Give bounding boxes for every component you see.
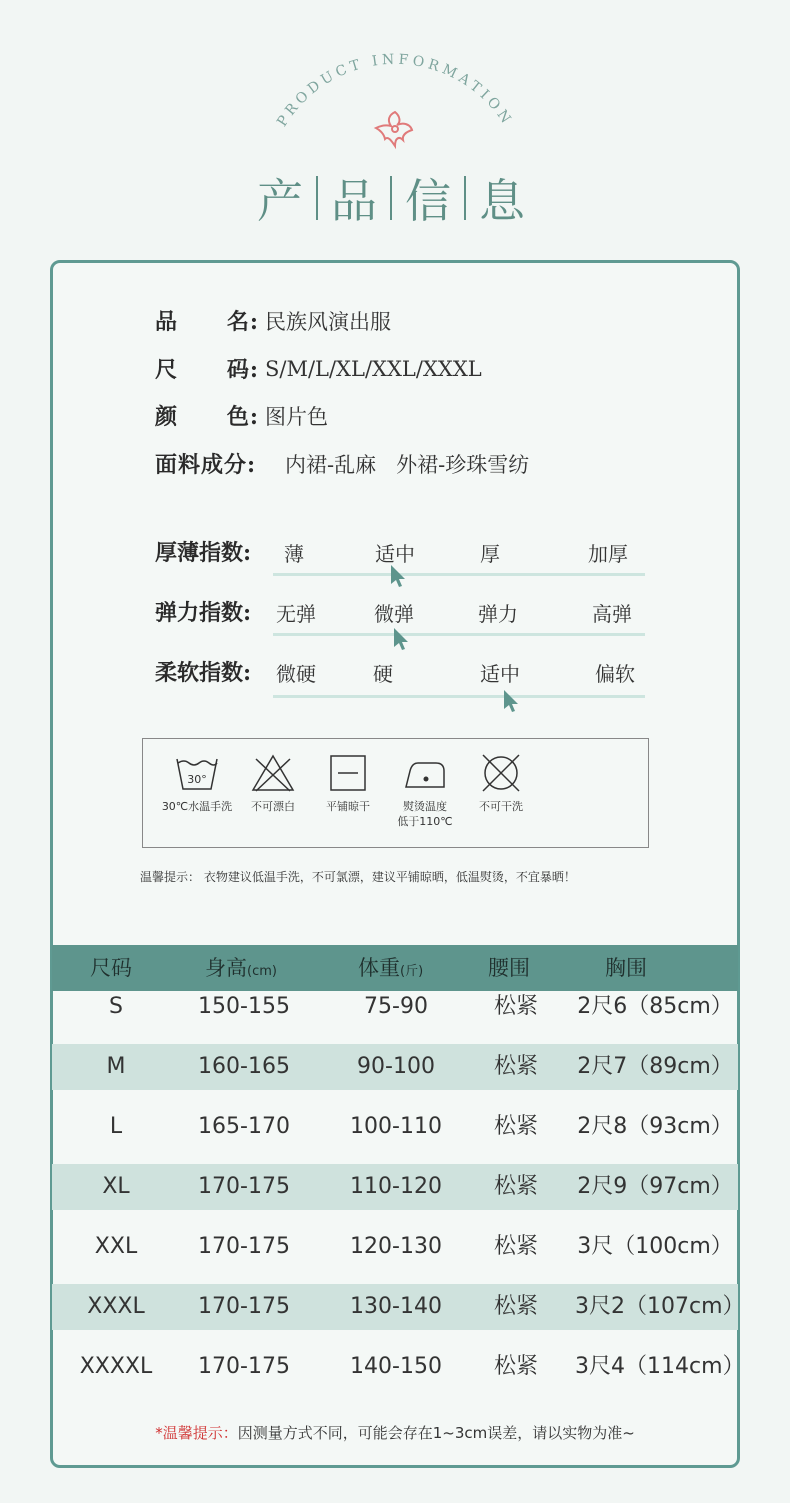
info-key-part: 色: bbox=[226, 404, 259, 430]
product-name-value: 民族风演出服 bbox=[265, 309, 391, 334]
info-key-part: 颜 bbox=[155, 404, 179, 430]
cell-size: S bbox=[109, 994, 123, 1019]
col-header-bust: 胸围 bbox=[605, 956, 647, 980]
info-key bbox=[155, 400, 259, 431]
cell-weight: 130-140 bbox=[350, 1294, 442, 1319]
care-label-line: 熨烫温度 bbox=[403, 800, 447, 813]
fabric-value: 内裙-乱麻 外裙-珍珠雪纺 bbox=[285, 452, 530, 477]
cell-bust: 3尺（100cm） bbox=[577, 1234, 733, 1259]
cell-height: 165-170 bbox=[198, 1114, 290, 1139]
cell-height: 170-175 bbox=[198, 1234, 290, 1259]
table-row bbox=[52, 1164, 738, 1210]
index-track bbox=[273, 695, 645, 698]
title-divider bbox=[390, 176, 392, 220]
care-tip: 温馨提示： 衣物建议低温手洗，不可氯漂，建议平铺晾晒，低温熨烫，不宜暴晒！ bbox=[140, 870, 576, 884]
index-option: 适中 bbox=[480, 662, 520, 686]
subtitle-en: PRODUCT INFORMATION bbox=[274, 51, 516, 130]
cell-bust: 2尺8（93cm） bbox=[577, 1114, 733, 1139]
info-row-fabric bbox=[155, 448, 529, 479]
index-option: 加厚 bbox=[588, 542, 628, 566]
iron-low-icon bbox=[402, 753, 448, 793]
page-title bbox=[252, 166, 530, 230]
care-label: 不可干洗 bbox=[479, 800, 523, 813]
no-dryclean-icon bbox=[478, 753, 524, 793]
cell-bust: 3尺4（114cm） bbox=[575, 1354, 745, 1379]
table-row bbox=[52, 1044, 738, 1090]
dry-flat-icon bbox=[325, 753, 371, 793]
index-option: 薄 bbox=[284, 542, 304, 566]
cell-height: 170-175 bbox=[198, 1174, 290, 1199]
title-char: 品 bbox=[331, 174, 377, 228]
cell-size: M bbox=[106, 1054, 126, 1079]
cell-size: XL bbox=[102, 1174, 130, 1199]
care-label: 30℃水温手洗 bbox=[161, 800, 233, 813]
title-char: 息 bbox=[479, 174, 525, 228]
index-option: 弹力 bbox=[478, 602, 518, 626]
cell-weight: 90-100 bbox=[357, 1054, 435, 1079]
care-label: 平铺晾干 bbox=[326, 800, 370, 813]
cell-bust: 3尺2（107cm） bbox=[575, 1294, 745, 1319]
index-option: 厚 bbox=[480, 542, 500, 566]
cell-waist: 松紧 bbox=[493, 1294, 538, 1319]
cell-weight: 110-120 bbox=[350, 1174, 442, 1199]
info-key bbox=[155, 305, 259, 336]
col-header-weight-label: 体重 bbox=[358, 956, 400, 980]
info-key: 面料成分: bbox=[155, 452, 257, 478]
selection-cursor-icon bbox=[389, 564, 407, 588]
care-label-line: 低于110℃ bbox=[397, 815, 453, 828]
cell-waist: 松紧 bbox=[493, 1354, 538, 1379]
wash-30-icon bbox=[174, 753, 220, 793]
note-prefix: *温馨提示： bbox=[155, 1424, 238, 1442]
cell-height: 170-175 bbox=[198, 1354, 290, 1379]
wash-temp: 30° bbox=[187, 773, 207, 786]
col-header-waist: 腰围 bbox=[488, 956, 530, 980]
info-key-part: 码: bbox=[226, 357, 259, 383]
cell-weight: 100-110 bbox=[350, 1114, 442, 1139]
title-divider bbox=[464, 176, 466, 220]
plum-flower-icon bbox=[373, 108, 417, 152]
index-option: 无弹 bbox=[276, 602, 316, 626]
cell-size: L bbox=[109, 1114, 123, 1139]
cell-height: 150-155 bbox=[198, 994, 290, 1019]
cell-bust: 2尺9（97cm） bbox=[577, 1174, 733, 1199]
title-divider bbox=[316, 176, 318, 220]
index-track bbox=[273, 633, 645, 636]
cell-weight: 120-130 bbox=[350, 1234, 442, 1259]
cell-size: XXXL bbox=[87, 1294, 145, 1319]
cell-height: 160-165 bbox=[198, 1054, 290, 1079]
info-key-part: 尺 bbox=[155, 357, 179, 383]
table-row bbox=[52, 1284, 745, 1330]
no-bleach-icon bbox=[250, 753, 296, 793]
info-key-part: 品 bbox=[155, 309, 179, 335]
measurement-note bbox=[0, 1422, 790, 1443]
index-label: 柔软指数: bbox=[155, 660, 252, 686]
title-char: 产 bbox=[257, 174, 303, 228]
note-text: 因测量方式不同，可能会存在1~3cm误差，请以实物为准~ bbox=[237, 1424, 635, 1442]
table-row bbox=[52, 1104, 738, 1150]
index-option: 适中 bbox=[375, 542, 415, 566]
cell-waist: 松紧 bbox=[493, 1054, 538, 1079]
col-header-height-unit: (cm) bbox=[247, 964, 277, 979]
col-header-weight-unit: (斤) bbox=[400, 964, 424, 979]
table-row bbox=[52, 1344, 745, 1390]
cell-weight: 75-90 bbox=[364, 994, 428, 1019]
care-item bbox=[456, 753, 546, 814]
cell-waist: 松紧 bbox=[493, 1114, 538, 1139]
color-value: 图片色 bbox=[265, 404, 328, 429]
cell-size: XXL bbox=[94, 1234, 138, 1259]
index-option: 偏软 bbox=[595, 662, 635, 686]
table-row bbox=[52, 1224, 738, 1270]
col-header-height-label: 身高 bbox=[205, 956, 247, 980]
cell-weight: 140-150 bbox=[350, 1354, 442, 1379]
index-option: 高弹 bbox=[592, 602, 632, 626]
selection-cursor-icon bbox=[502, 689, 520, 713]
col-header-size: 尺码 bbox=[90, 956, 132, 980]
info-key-part: 名: bbox=[226, 309, 259, 335]
size-value: S/M/L/XL/XXL/XXXL bbox=[265, 356, 482, 381]
info-key bbox=[155, 353, 259, 384]
info-row-size bbox=[155, 353, 482, 384]
cell-height: 170-175 bbox=[198, 1294, 290, 1319]
index-option: 微弹 bbox=[374, 602, 414, 626]
index-label: 厚薄指数: bbox=[155, 540, 252, 566]
cell-waist: 松紧 bbox=[493, 1174, 538, 1199]
info-row-name bbox=[155, 305, 391, 336]
care-label: 不可漂白 bbox=[251, 800, 295, 813]
index-option: 微硬 bbox=[276, 662, 316, 686]
cell-size: XXXXL bbox=[79, 1354, 153, 1379]
cell-waist: 松紧 bbox=[493, 994, 538, 1019]
cell-waist: 松紧 bbox=[493, 1234, 538, 1259]
cell-bust: 2尺6（85cm） bbox=[577, 994, 733, 1019]
care-instructions-box bbox=[142, 738, 649, 848]
index-track bbox=[273, 573, 645, 576]
title-char: 信 bbox=[405, 174, 451, 228]
info-row-color bbox=[155, 400, 328, 431]
index-option: 硬 bbox=[373, 662, 393, 686]
index-label: 弹力指数: bbox=[155, 600, 252, 626]
cell-bust: 2尺7（89cm） bbox=[577, 1054, 733, 1079]
table-row bbox=[52, 984, 738, 1030]
selection-cursor-icon bbox=[392, 627, 410, 651]
